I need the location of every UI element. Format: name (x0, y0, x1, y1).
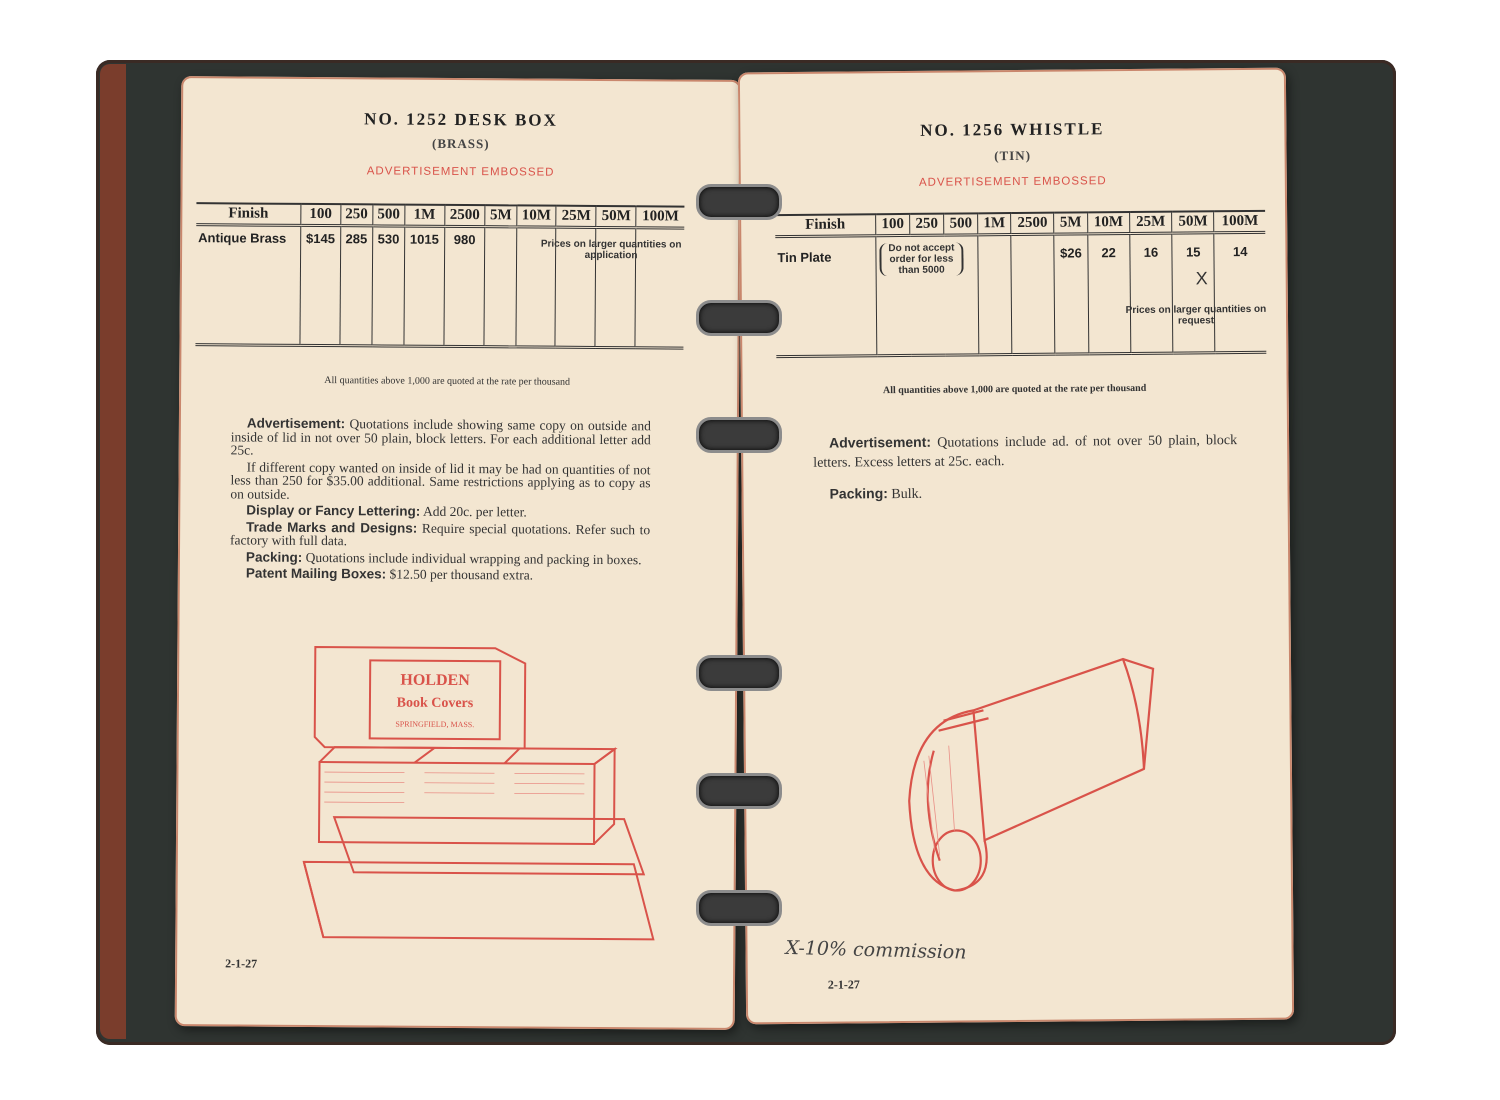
paragraph-text: Add 20c. per letter. (422, 503, 527, 520)
advertisement-paragraph (231, 416, 651, 459)
price-cell: 1015 (404, 226, 444, 346)
book-cover-spine-edge (100, 64, 126, 1039)
column-header: 50M (1172, 211, 1214, 233)
terms-text (813, 430, 1238, 508)
brand-product-text: Book Covers (396, 695, 474, 712)
box-base-edge (303, 862, 324, 937)
quantities-footnote: All quantities above 1,000 are quoted at the rate per thousand (324, 375, 571, 388)
page-subtitle: (BRASS) (432, 135, 490, 152)
column-header: 250 (340, 204, 372, 226)
advertisement-label: ADVERTISEMENT EMBOSSED (366, 165, 555, 179)
table-row (775, 232, 1266, 356)
column-header: 25M (1129, 212, 1171, 234)
binder-ring (696, 184, 782, 220)
price-cell: 16 (1130, 233, 1173, 353)
price-cell: 22 (1087, 233, 1130, 353)
column-header: 10M (1087, 212, 1129, 234)
column-header: 10M (516, 205, 556, 227)
paragraph-label: Advertisement: (246, 415, 346, 432)
price-cell: 980 (443, 226, 485, 346)
column-header: 100M (1214, 211, 1265, 233)
binder-ring (696, 300, 782, 336)
advertisement-label: ADVERTISEMENT EMBOSSED (918, 175, 1107, 189)
paragraph-text: Quotations include individual wrapping and packing in boxes. (305, 549, 642, 567)
price-cell: 14 (1214, 232, 1266, 352)
handwritten-x-mark: X (1195, 268, 1208, 289)
larger-quantities-note: Prices on larger quantities on application (540, 238, 682, 262)
paragraph-text: Quotations include showing same copy on outside and inside of lid in not over 50 plain, block letters. For each additional letter add 25c. (230, 416, 651, 458)
paragraph-label: Patent Mailing Boxes: (245, 565, 387, 582)
price-cell: $145 (300, 225, 340, 345)
box-dividers (415, 748, 520, 764)
paragraph-text: Bulk. (891, 486, 923, 503)
minimum-order-note: Do not accept order for less than 5000 (879, 242, 963, 276)
price-cell: 15 (1172, 233, 1215, 353)
price-cell: 285 (340, 226, 373, 346)
binder-ring (696, 773, 782, 809)
paragraph-label: Packing: (829, 485, 888, 502)
box-step (334, 817, 644, 874)
box-side (594, 749, 615, 844)
packing-paragraph (230, 550, 650, 566)
page-number: 2-1-27 (225, 956, 258, 971)
paragraph-text: If different copy wanted on inside of lid it may be had on quantities of not less than 250 for $35.00 additional. Same restrictions applying as to copy as on outside. (230, 459, 651, 502)
paragraph-label: Packing: (245, 549, 303, 565)
page-title: NO. 1252 DESK BOX (364, 109, 558, 130)
column-header: 5M (1054, 212, 1087, 234)
hatching (324, 772, 584, 804)
whistle-illustration (893, 649, 1165, 911)
mailing-boxes-paragraph (230, 566, 650, 582)
empty-cell (484, 227, 516, 347)
column-header: 1M (405, 205, 445, 227)
column-header: Finish (196, 203, 301, 225)
column-header: 1M (978, 213, 1011, 235)
paragraph-label: Trade Marks and Designs: (246, 519, 418, 536)
column-header: 250 (910, 214, 944, 236)
paragraph-text: Require special quotations. Refer such to factory with full data. (230, 520, 651, 549)
column-header: 50M (596, 206, 636, 228)
price-cell: 530 (372, 226, 405, 346)
right-page (738, 68, 1294, 1025)
finish-cell: Antique Brass (195, 225, 300, 346)
price-table (195, 202, 684, 349)
binder-ring (696, 417, 782, 453)
whistle-blade-edge (1123, 659, 1144, 769)
column-header: 100M (636, 206, 684, 228)
desk-box-illustration (293, 642, 665, 960)
page-subtitle: (TIN) (994, 147, 1032, 164)
brand-name-text: HOLDEN (400, 671, 470, 690)
trade-marks-paragraph (230, 520, 650, 550)
price-table (775, 210, 1266, 358)
finish-cell: Tin Plate (775, 236, 877, 357)
binder-ring (696, 890, 782, 926)
brand-location-text: SPRINGFIELD, MASS. (395, 719, 475, 730)
column-header: 2500 (444, 205, 485, 227)
column-header: 500 (373, 204, 405, 226)
handwritten-note: X-10% commission (785, 936, 967, 964)
paragraph-text: $12.50 per thousand extra. (389, 566, 534, 583)
column-header: Finish (775, 214, 876, 236)
whistle-blade (973, 659, 1155, 841)
fancy-lettering-paragraph (230, 503, 650, 519)
larger-quantities-note: Prices on larger quantities on request (1125, 303, 1267, 327)
column-header: 100 (876, 214, 910, 236)
column-header: 5M (485, 205, 516, 227)
packing-paragraph (813, 481, 1237, 505)
box-front (319, 762, 595, 844)
inside-lid-paragraph (230, 460, 650, 503)
column-header: 100 (301, 204, 341, 226)
left-page (175, 76, 742, 1030)
page-title: NO. 1256 WHISTLE (920, 119, 1105, 140)
column-header: 500 (944, 213, 978, 235)
page-number: 2-1-27 (827, 977, 860, 992)
column-header: 2500 (1011, 213, 1055, 235)
paragraph-label: Advertisement: (829, 433, 932, 451)
quantities-footnote: All quantities above 1,000 are quoted at the rate per thousand (882, 382, 1147, 397)
price-cell: $26 (1054, 234, 1088, 354)
advertisement-paragraph (813, 430, 1237, 473)
paragraph-label: Display or Fancy Lettering: (246, 502, 421, 519)
terms-text (230, 416, 651, 585)
column-header: 25M (556, 206, 596, 228)
paragraph-text: Quotations include ad. of not over 50 plain, block letters. Excess letters at 25c. each. (813, 433, 1238, 471)
empty-cell (1011, 234, 1055, 354)
binder-ring (696, 655, 782, 691)
empty-cell (978, 235, 1012, 355)
